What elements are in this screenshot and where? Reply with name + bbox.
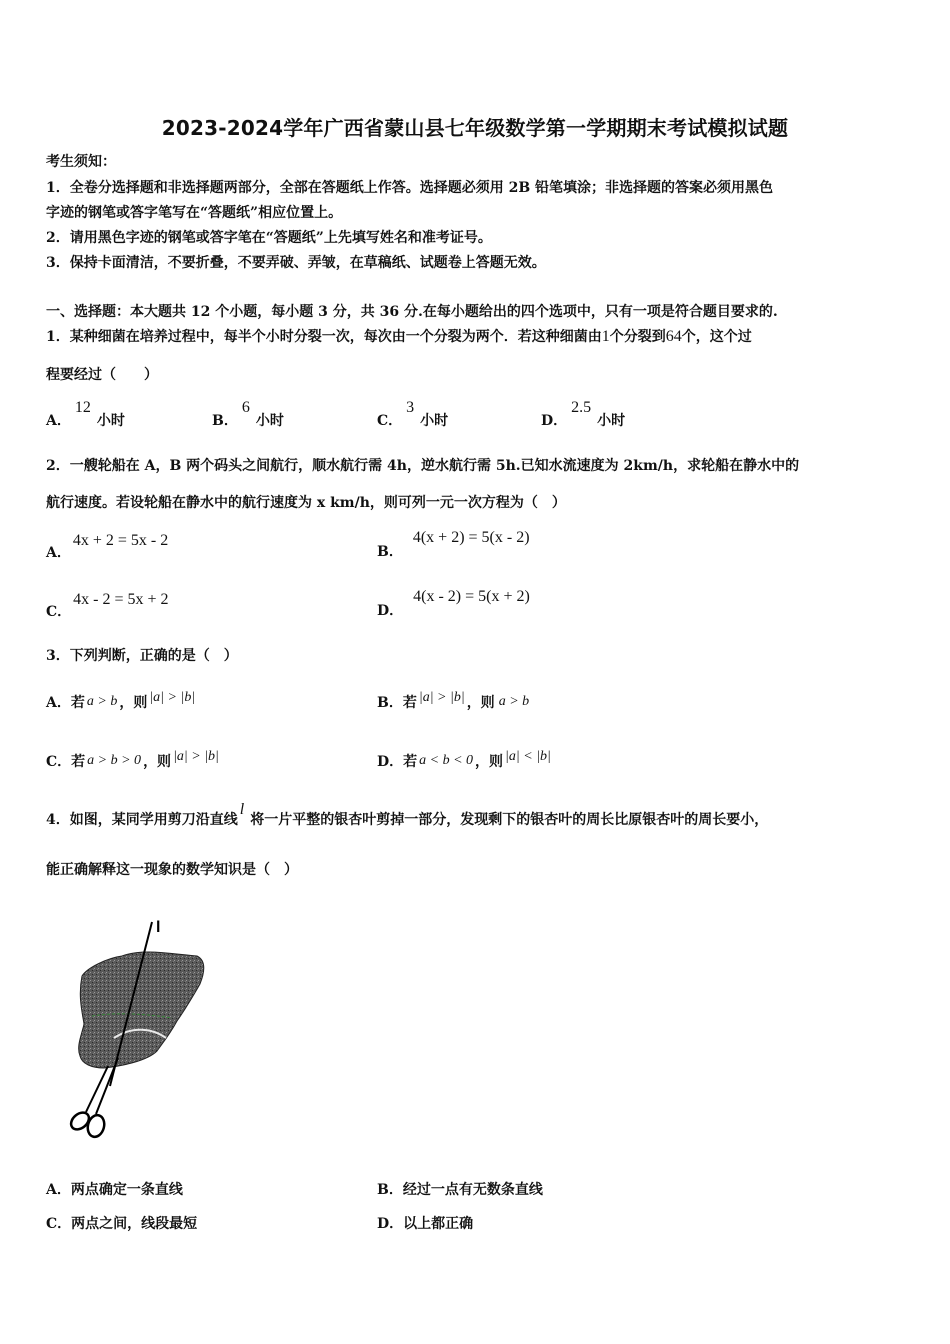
q4-option-c xyxy=(46,1213,197,1233)
q3-option-b-pre: 若 xyxy=(402,695,417,711)
q4-option-a-label: A． xyxy=(46,1182,71,1198)
q1-option-b xyxy=(212,399,284,430)
q4-stem-line1 xyxy=(46,801,769,829)
q2-option-a-label: A． xyxy=(46,545,71,561)
q2-option-c-label: C． xyxy=(46,604,72,620)
q3-option-a-res: |a| > |b| xyxy=(149,690,196,705)
q4-option-a xyxy=(46,1179,183,1199)
q2-option-b-expr: 4(x + 2) = 5(x - 2) xyxy=(412,529,530,546)
q3-option-c-pre: 若 xyxy=(71,754,86,770)
q4-option-b xyxy=(377,1179,543,1199)
q4-stem-part2: 将一片平整的银杏叶剪掉一部分，发现剩下的银杏叶的周长比原银杏叶的周长要小， xyxy=(250,812,769,828)
q1-option-b-value: 6 xyxy=(241,399,250,416)
q3-option-b-label: B． xyxy=(377,695,403,711)
notice-line-1a: 1．全卷分选择题和非选择题两部分，全部在答题纸上作答。选择题必须用 2B 铅笔填涂；非选择题的答案必须用黑色 xyxy=(46,180,774,196)
q4-line-symbol: l xyxy=(239,801,245,818)
q3-option-b xyxy=(377,686,530,711)
q1-option-d-unit: 小时 xyxy=(597,413,626,429)
q1-option-a xyxy=(46,399,125,430)
q1-stem-part2: 个分裂到 xyxy=(609,329,666,345)
q1-option-a-label: A． xyxy=(46,413,71,429)
q1-option-a-unit: 小时 xyxy=(96,413,125,429)
q3-option-d-res: |a| < |b| xyxy=(505,749,551,764)
q4-option-d-label: D． xyxy=(377,1216,404,1232)
q3-option-b-cond: |a| > |b| xyxy=(418,690,465,705)
q3-option-c-res: |a| > |b| xyxy=(173,749,219,764)
q3-option-a-pre: 若 xyxy=(70,695,85,711)
q2-option-b-label: B． xyxy=(377,544,403,560)
q2-option-c xyxy=(46,589,169,620)
leaf-shape xyxy=(79,952,204,1068)
q4-option-b-label: B． xyxy=(377,1182,403,1198)
q3-option-a-label: A． xyxy=(46,695,71,711)
q2-option-d-label: D． xyxy=(377,603,404,619)
q4-option-d-text: 以上都正确 xyxy=(403,1216,474,1232)
q1-option-b-unit: 小时 xyxy=(255,413,284,429)
q3-option-b-res: a > b xyxy=(498,694,530,709)
q4-option-c-label: C． xyxy=(46,1216,72,1232)
q3-option-c-cond: a > b > 0 xyxy=(87,753,142,768)
q2-stem-line2: 航行速度。若设轮船在静水中的航行速度为 x km/h，则可列一元一次方程为（ ） xyxy=(46,495,566,511)
ginkgo-scissors-illustration xyxy=(62,916,222,1141)
section-heading: 一、选择题：本大题共 12 个小题，每小题 3 分，共 36 分.在每小题给出的四个选项中，只有一项是符合题目要求的. xyxy=(46,304,778,320)
q2-option-c-expr: 4x - 2 = 5x + 2 xyxy=(73,591,169,608)
q1-option-c-value: 3 xyxy=(406,399,415,416)
q4-option-b-text: 经过一点有无数条直线 xyxy=(402,1182,543,1198)
q2-option-d xyxy=(377,586,530,619)
q4-option-c-text: 两点之间，线段最短 xyxy=(71,1216,198,1232)
q1-option-d-value: 2.5 xyxy=(571,399,592,416)
ginkgo-leaf-figure xyxy=(62,916,222,1141)
notice-line-1b: 字迹的钢笔或答字笔写在“答题纸”相应位置上。 xyxy=(46,205,343,221)
q1-option-a-value: 12 xyxy=(74,399,91,416)
q1-option-d-label: D． xyxy=(541,413,568,429)
notice-line-3: 3．保持卡面清洁，不要折叠，不要弄破、弄皱，在草稿纸、试题卷上答题无效。 xyxy=(46,255,546,271)
q3-stem: 3．下列判断，正确的是（ ） xyxy=(46,648,238,664)
scissor-blade-2 xyxy=(86,1066,108,1112)
q1-option-c xyxy=(377,399,449,430)
notice-heading: 考生须知： xyxy=(46,154,116,170)
q2-option-a xyxy=(46,530,169,561)
q3-option-c-mid: ，则 xyxy=(143,754,172,770)
q2-stem-line1: 2．一艘轮船在 A，B 两个码头之间航行，顺水航行需 4h，逆水航行需 5h.已知水流速度为 2km/h，求轮船在静水中的 xyxy=(46,458,800,474)
q1-stem-line1 xyxy=(46,328,752,346)
q3-option-d xyxy=(377,745,551,770)
q4-option-a-text: 两点确定一条直线 xyxy=(70,1182,183,1198)
q3-option-a-cond: a > b xyxy=(86,694,118,709)
q2-option-b xyxy=(377,527,530,560)
q1-option-b-label: B． xyxy=(212,413,238,429)
q3-option-d-label: D． xyxy=(377,754,404,770)
q4-option-d xyxy=(377,1213,473,1233)
q1-option-c-label: C． xyxy=(377,413,403,429)
cut-line-label: l xyxy=(156,919,161,936)
q3-option-d-cond: a < b < 0 xyxy=(419,753,474,768)
q1-stem-part3: 个，这个过 xyxy=(681,329,752,345)
page-title: 2023-2024学年广西省蒙山县七年级数学第一学期期末考试模拟试题 xyxy=(161,116,789,140)
q4-stem-line2: 能正确解释这一现象的数学知识是（ ） xyxy=(46,862,298,878)
q3-option-a xyxy=(46,686,196,711)
notice-line-2: 2．请用黑色字迹的钢笔或答字笔在“答题纸”上先填写姓名和准考证号。 xyxy=(46,230,492,246)
q3-option-d-pre: 若 xyxy=(403,754,418,770)
q2-option-a-expr: 4x + 2 = 5x - 2 xyxy=(72,532,169,549)
q3-option-c-label: C． xyxy=(46,754,72,770)
q1-number-1: 1 xyxy=(601,328,610,345)
q2-option-d-expr: 4(x - 2) = 5(x + 2) xyxy=(413,588,530,605)
q4-stem-part1: 4．如图，某同学用剪刀沿直线 xyxy=(46,812,238,828)
q1-stem-line2: 程要经过（ ） xyxy=(46,367,158,383)
q1-stem-part1: 1．某种细菌在培养过程中，每半个小时分裂一次，每次由一个分裂为两个．若这种细菌由 xyxy=(46,329,602,345)
q3-option-b-mid: ，则 xyxy=(466,695,495,711)
q1-option-d xyxy=(541,399,626,430)
q3-option-a-mid: ，则 xyxy=(119,695,148,711)
q1-number-64: 64 xyxy=(665,328,682,345)
q3-option-d-mid: ，则 xyxy=(475,754,504,770)
q1-option-c-unit: 小时 xyxy=(420,413,449,429)
q3-option-c xyxy=(46,745,219,770)
